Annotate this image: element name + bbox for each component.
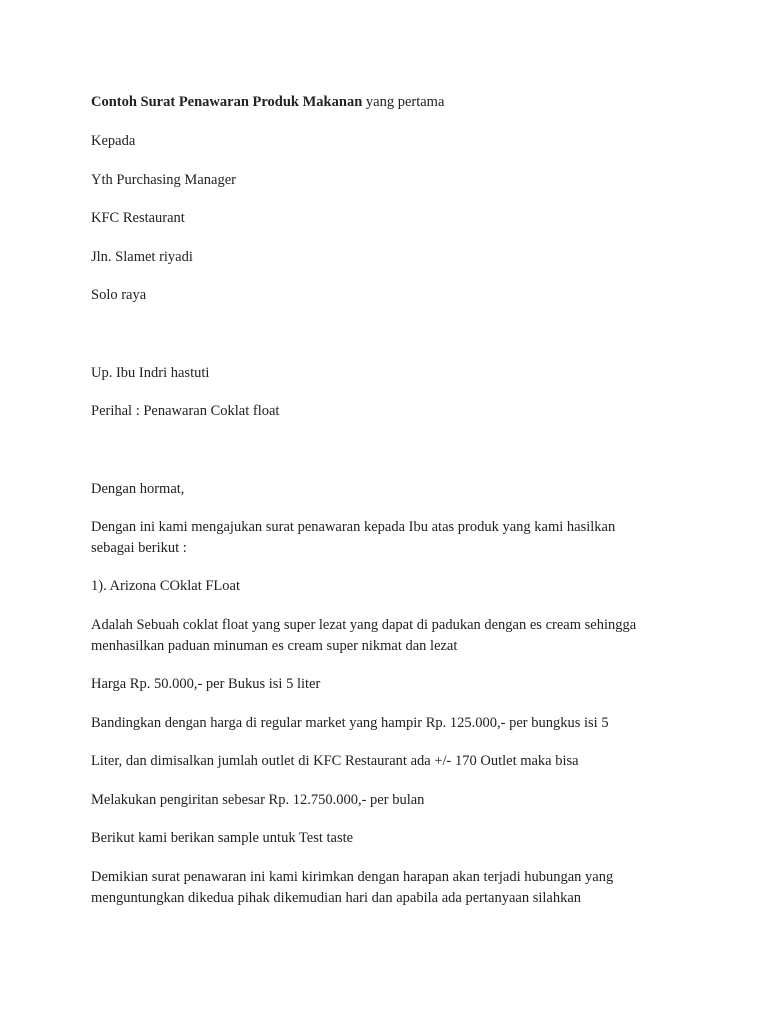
address-company: KFC Restaurant	[91, 210, 185, 226]
comparison-continued-line: Liter, dan dimisalkan jumlah outlet di KFC Restaurant ada +/- 170 Outlet maka bisa	[91, 753, 579, 769]
subject-line: Perihal : Penawaran Coklat float	[91, 403, 280, 419]
document-title	[91, 92, 691, 113]
document-title-rest: yang pertama	[362, 94, 445, 110]
address-kepada: Kepada	[91, 133, 136, 149]
sample-line: Berikut kami berikan sample untuk Test taste	[91, 830, 354, 846]
attention-line: Up. Ibu Indri hastuti	[91, 365, 210, 381]
description-line-1: Adalah Sebuah coklat float yang super lezat yang dapat di padukan dengan es cream sehingga	[91, 617, 637, 633]
closing-line-1: Demikian surat penawaran ini kami kirimkan dengan harapan akan terjadi hubungan yang	[91, 869, 614, 885]
closing-line-2: menguntungkan dikedua pihak dikemudian hari dan apabila ada pertanyaan silahkan	[91, 890, 582, 906]
description-line-2: menhasilkan paduan minuman es cream super nikmat dan lezat	[91, 638, 458, 654]
address-recipient: Yth Purchasing Manager	[91, 172, 236, 188]
address-city: Solo raya	[91, 287, 147, 303]
comparison-line: Bandingkan dengan harga di regular market yang hampir Rp. 125.000,- per bungkus isi 5	[91, 715, 609, 731]
price-line: Harga Rp. 50.000,- per Bukus isi 5 liter	[91, 676, 321, 692]
shipping-line: Melakukan pengiritan sebesar Rp. 12.750.000,- per bulan	[91, 792, 425, 808]
item-heading: 1). Arizona COklat FLoat	[91, 578, 241, 594]
intro-paragraph-line-1: Dengan ini kami mengajukan surat penawaran kepada Ibu atas produk yang kami hasilkan	[91, 519, 616, 535]
document-title-bold: Contoh Surat Penawaran Produk Makanan	[91, 94, 363, 110]
intro-paragraph-line-2: sebagai berikut :	[91, 540, 187, 556]
address-street: Jln. Slamet riyadi	[91, 249, 193, 265]
salutation: Dengan hormat,	[91, 481, 185, 497]
